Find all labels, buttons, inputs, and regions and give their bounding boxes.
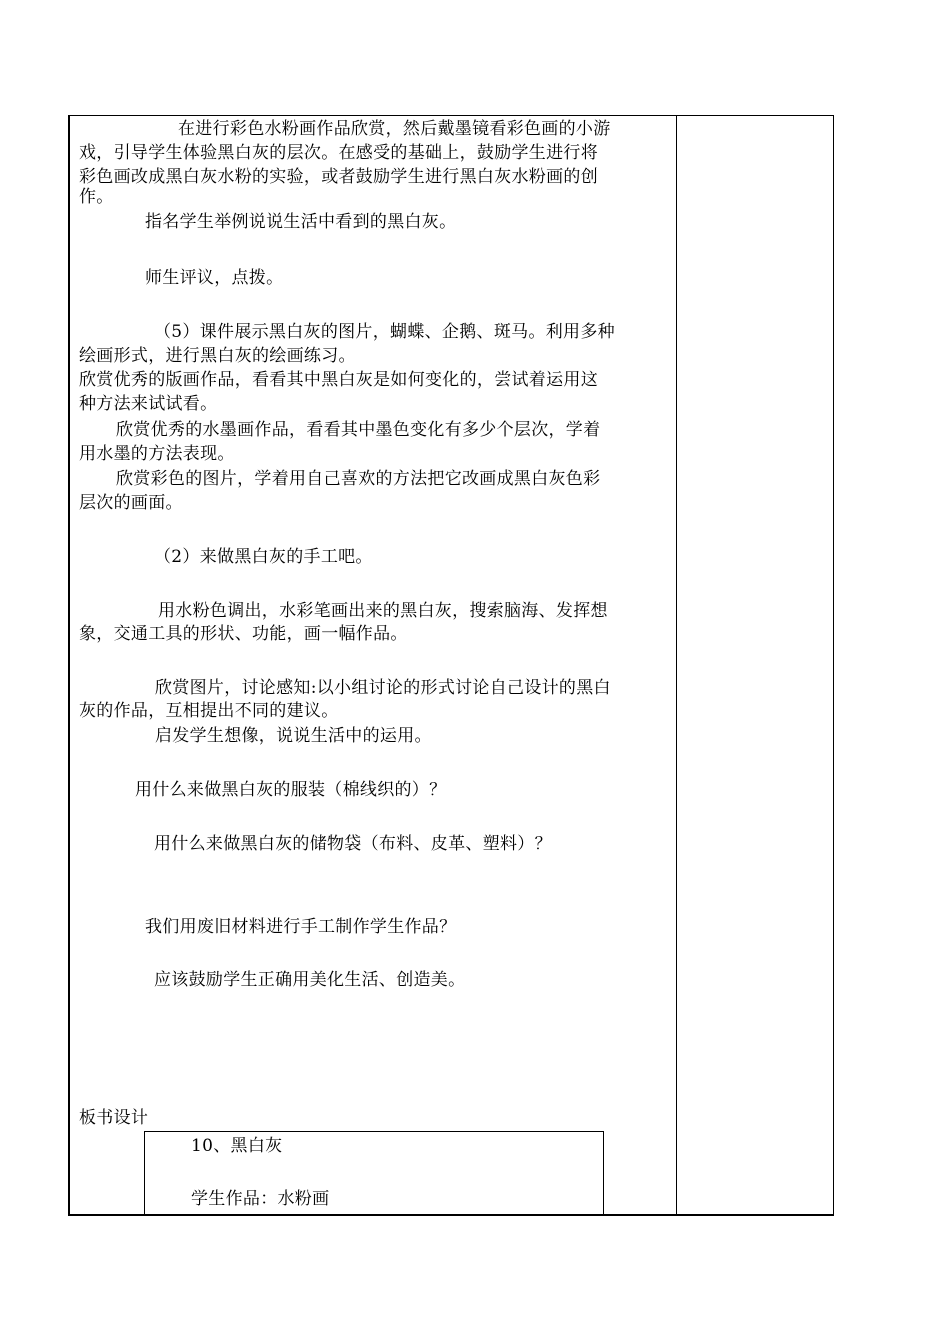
- text-line: 作。: [79, 187, 114, 207]
- text-line: 象，交通工具的形状、功能，画一幅作品。: [79, 624, 408, 644]
- text-line: 指名学生举例说说生活中看到的黑白灰。: [145, 212, 457, 232]
- board-title: 10、黑白灰: [191, 1136, 283, 1156]
- text-line: 欣赏图片，讨论感知:以小组讨论的形式讨论自己设计的黑白: [155, 678, 611, 698]
- text-line: 彩色画改成黑白灰水粉的实验，或者鼓励学生进行黑白灰水粉画的创: [79, 167, 598, 187]
- text-line: （5）课件展示黑白灰的图片，蝴蝶、企鹅、斑马。利用多种: [154, 322, 615, 342]
- text-line: 种方法来试试看。: [79, 394, 218, 414]
- text-line: 绘画形式，进行黑白灰的绘画练习。: [79, 346, 356, 366]
- table-column-divider: [676, 115, 677, 1216]
- board-item: 学生作品：水粉画: [191, 1189, 330, 1209]
- text-line: 我们用废旧材料进行手工制作学生作品？: [145, 917, 457, 937]
- text-line: 用什么来做黑白灰的服装（棉线织的）？: [135, 780, 447, 800]
- text-line: 层次的画面。: [79, 493, 183, 513]
- text-line: （2）来做黑白灰的手工吧。: [154, 547, 373, 567]
- text-line: 用水粉色调出，水彩笔画出来的黑白灰，搜索脑海、发挥想: [158, 601, 608, 621]
- board-design-label: 板书设计: [79, 1108, 149, 1128]
- text-line: 师生评议，点拨。: [145, 268, 284, 288]
- text-line: 在进行彩色水粉画作品欣赏，然后戴墨镜看彩色画的小游: [178, 119, 611, 139]
- text-line: 用什么来做黑白灰的储物袋（布料、皮革、塑料）？: [154, 834, 552, 854]
- text-line: 应该鼓励学生正确用美化生活、创造美。: [154, 970, 466, 990]
- text-line: 欣赏优秀的版画作品，看看其中黑白灰是如何变化的，尝试着运用这: [79, 370, 598, 390]
- text-line: 欣赏优秀的水墨画作品，看看其中墨色变化有多少个层次，学着: [116, 420, 601, 440]
- text-line: 欣赏彩色的图片，学着用自己喜欢的方法把它改画成黑白灰色彩: [116, 469, 601, 489]
- text-line: 用水墨的方法表现。: [79, 444, 235, 464]
- text-line: 戏，引导学生体验黑白灰的层次。在感受的基础上，鼓励学生进行将: [79, 143, 598, 163]
- text-line: 灰的作品，互相提出不同的建议。: [79, 701, 339, 721]
- text-line: 启发学生想像，说说生活中的运用。: [155, 726, 432, 746]
